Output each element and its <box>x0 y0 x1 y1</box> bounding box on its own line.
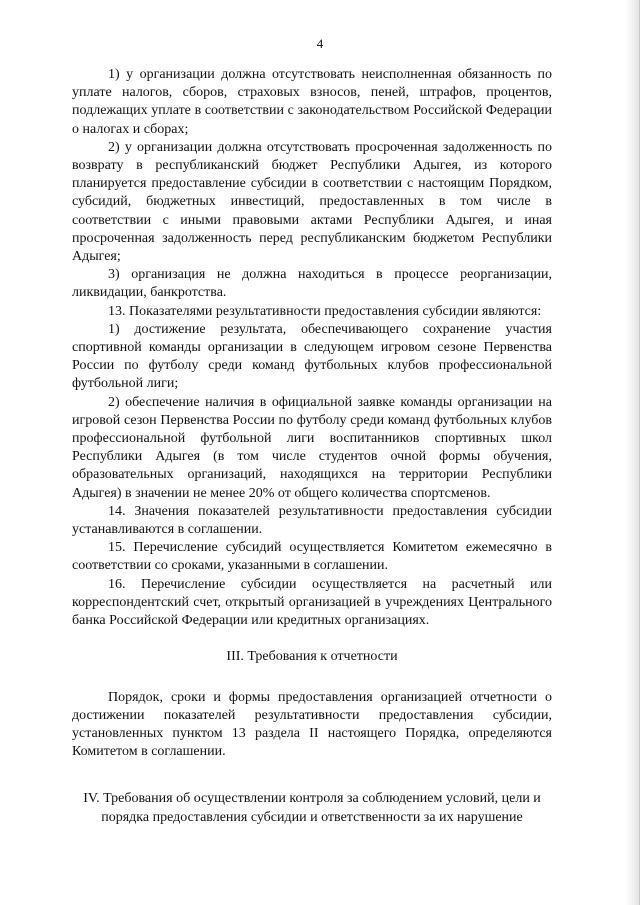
paragraph-clause-14: 14. Значения показателей результативности предоставления субсидии устанавливаются в соглашении. <box>72 503 552 538</box>
paragraph-clause-15: 15. Перечисление субсидий осуществляется Комитетом ежемесячно в соответствии со сроками, указанными в соглашении. <box>72 540 552 574</box>
paragraph-item-2-debt: 2) у организации должна отсутствовать просроченная задолженность по возврату в республиканский бюджет Республики Адыгея, из которого планируется предоставление субсидии в соответствии с настоящим Порядком, субсидий, бюджетных инвестиций, предоставленных в том числе в соответствии с иными правовыми актами Республики Адыгея, и иная просроченная задолженность перед республиканским бюджетом Республики Адыгея; <box>72 139 552 265</box>
paragraph-indicator-1: 1) достижение результата, обеспечивающего сохранение участия спортивной команды организации в следующем игровом сезоне Первенства России по футболу среди команд футбольных клубов профессиональной футбольной лиги; <box>72 321 552 392</box>
section-3-heading: III. Требования к отчетности <box>226 649 398 665</box>
paragraph-clause-13: 13. Показателями результативности предоставления субсидии являются: <box>108 303 542 319</box>
paragraph-item-1-tax: 1) у организации должна отсутствовать неисполненная обязанность по уплате налогов, сборов, страховых взносов, пеней, штрафов, процентов, подлежащих уплате в соответствии с законодательством Российской Федерации о налогах и сборах; <box>72 67 552 137</box>
paragraph-indicator-2: 2) обеспечение наличия в официальной заявке команды организации на игровой сезон Первенства России по футболу среди команд футбольных клубов профессиональной футбольной лиги воспитанников спортивных школ Республики Адыгея (в том числе студентов очной формы обучения, образовательных организаций, находящихся на территории Республики Адыгея) в значении не менее 20% от общего количества спортсменов. <box>72 394 552 501</box>
page-edge-shadow <box>625 0 639 905</box>
section-3-paragraph: Порядок, сроки и формы предоставления организацией отчетности о достижении показателей результативности предоставления субсидии, установленных пунктом 13 раздела II настоящего Порядка, определяются Комитетом в соглашении. <box>72 689 552 760</box>
paragraph-clause-16: 16. Перечисление субсидии осуществляется на расчетный или корреспондентский счет, открытый организацией в учреждениях Центрального банка Российской Федерации или кредитных организациях. <box>72 576 552 629</box>
page-body <box>72 66 552 827</box>
paragraph-item-3-reorganization: 3) организация не должна находиться в процессе реорганизации, ликвидации, банкротства. <box>72 267 552 301</box>
page-number: 4 <box>316 36 324 51</box>
section-4-heading: IV. Требования об осуществлении контроля за соблюдением условий, цели и порядка предоставления субсидии и ответственности за их нарушение <box>83 791 541 826</box>
